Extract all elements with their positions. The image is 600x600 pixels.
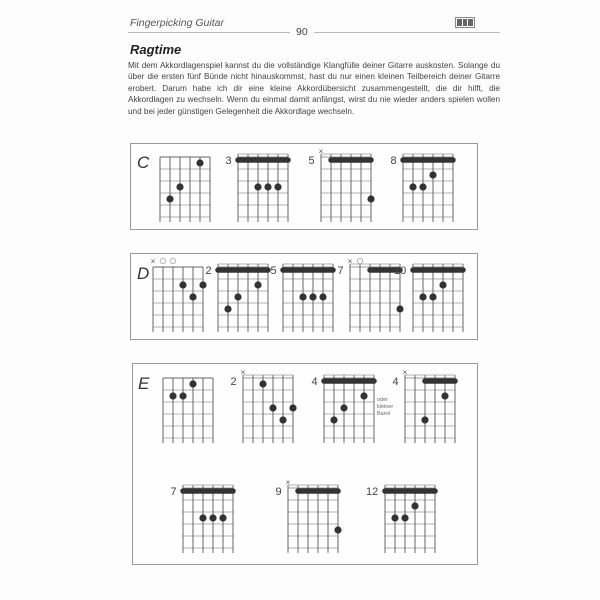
finger-dot [441,392,448,399]
finger-dot [189,380,196,387]
chord-diagram [146,147,224,226]
finger-dot [401,514,408,521]
chord-diagram [399,257,477,336]
finger-dot [319,293,326,300]
fret-number: 9 [275,486,282,498]
fret-number: 7 [170,486,177,498]
intro-paragraph: Mit dem Akkordlagenspiel kannst du die vollständige Klangfülle deiner Gitarre auskosten. Solange du über die ersten fünf Bünde nicht hinauskommst, hast du nur einen kleinen Teilbereich deiner Gitarre erobert. Darum habe ich dir eine kleine Akkordübersicht zusammengestellt, die dir hilft, die Akkordlagen zu wechseln. Wenn du einmal damit anfängst, wirst du nie wieder anders spielen wollen und bei jeder günstigen Gelegenheit die Akkordlage wechseln. [128,61,500,116]
open-string-icon [357,258,362,263]
finger-dot [411,502,418,509]
chord-diagram [224,147,302,226]
fret-number: 8 [390,155,397,167]
finger-dot [166,195,173,202]
muted-string-icon: × [285,478,291,487]
fret-number: 5 [270,265,277,277]
header-rule [128,32,500,33]
finger-dot [439,281,446,288]
finger-dot [289,404,296,411]
muted-string-icon: × [150,257,156,266]
open-string-icon [160,258,165,263]
fret-number: 4 [392,376,399,388]
finger-dot [429,171,436,178]
fret-number: 4 [311,376,318,388]
muted-string-icon: × [240,368,246,377]
finger-dot [391,514,398,521]
chord-diagram [307,147,385,226]
finger-dot [269,404,276,411]
barre-note-line: kleiner [377,404,394,410]
finger-dot [196,159,203,166]
chord-diagram [149,368,227,447]
finger-dot [219,514,226,521]
fret-number: 5 [308,155,315,167]
chord-diagram [274,478,352,557]
finger-dot [234,293,241,300]
fret-number: 2 [230,376,237,388]
finger-dot [421,416,428,423]
finger-dot [259,380,266,387]
muted-string-icon: × [318,147,324,156]
section-title: Ragtime [130,42,182,57]
fret-number: 10 [394,265,407,277]
barre-note-line: oder [377,397,389,403]
fret-number: 12 [366,486,379,498]
open-string-icon [170,258,175,263]
muted-string-icon: × [347,257,353,266]
finger-dot [360,392,367,399]
finger-dot [199,514,206,521]
fret-number: 3 [225,155,232,167]
finger-dot [419,183,426,190]
finger-dot [224,305,231,312]
barre-note-line: Barré [377,411,391,417]
finger-dot [254,183,261,190]
finger-dot [419,293,426,300]
page-number: 90 [290,26,314,38]
chord-letter: C [137,153,150,172]
chord-diagram [169,478,247,557]
finger-dot [209,514,216,521]
fret-number: 2 [205,265,212,277]
finger-dot [340,404,347,411]
finger-dot [367,195,374,202]
chord-letter: D [137,264,150,283]
finger-dot [176,183,183,190]
chord-diagram [229,368,307,447]
chord-diagram [391,368,469,447]
finger-dot [179,392,186,399]
finger-dot [299,293,306,300]
finger-dot [409,183,416,190]
muted-string-icon: × [402,368,408,377]
fret-number: 7 [337,265,344,277]
finger-dot [169,392,176,399]
chord-letter: E [138,374,150,393]
finger-dot [429,293,436,300]
chord-diagram [371,478,449,557]
finger-dot [189,293,196,300]
chord-diagram [389,147,467,226]
book-title: Fingerpicking Guitar [130,17,224,29]
finger-dot [254,281,261,288]
finger-dot [279,416,286,423]
finger-dot [264,183,271,190]
finger-dot [330,416,337,423]
publisher-logo-icon [455,17,475,28]
finger-dot [274,183,281,190]
finger-dot [309,293,316,300]
finger-dot [334,526,341,533]
finger-dot [179,281,186,288]
barre-note [377,397,393,418]
